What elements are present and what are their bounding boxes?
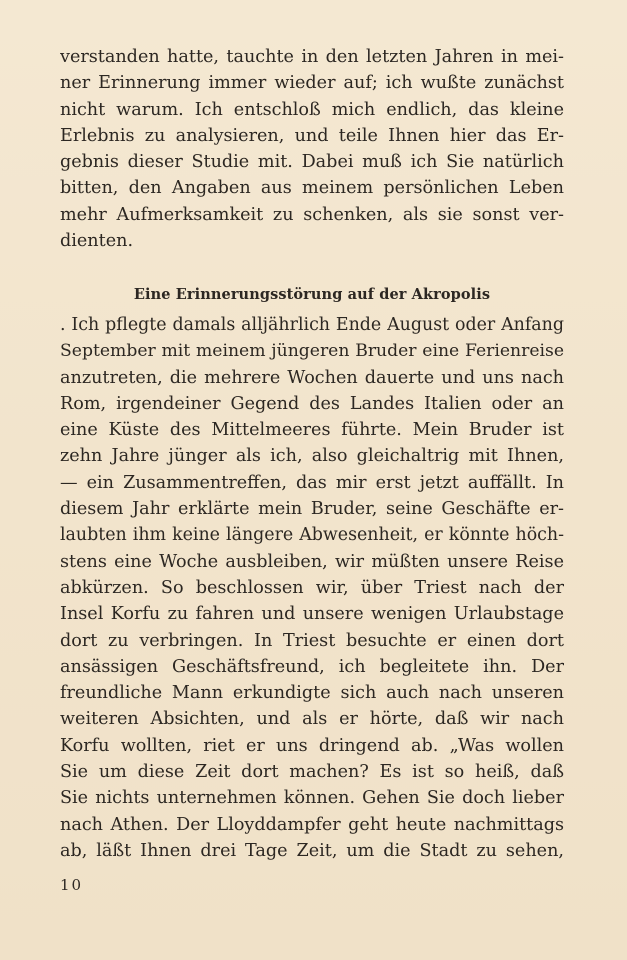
text-line: laubten ihm keine längere Abwesenheit, er könnte höch- xyxy=(60,525,564,546)
section-heading: Eine Erinnerungsstörung auf der Akropolis xyxy=(133,286,491,303)
text-line: Rom, irgendeiner Gegend des Landes Italien oder an xyxy=(60,393,564,414)
paragraph-continued xyxy=(60,44,564,254)
page-number: 10 xyxy=(60,876,84,894)
text-line: anzutreten, die mehrere Wochen dauerte und uns nach xyxy=(60,367,564,388)
text-line: Erlebnis zu analysieren, und teile Ihnen hier das Er- xyxy=(60,125,564,146)
text-line: dort zu verbringen. In Triest besuchte er einen dort xyxy=(60,630,564,651)
text-line: freundliche Mann erkundigte sich auch nach unseren xyxy=(60,683,564,704)
text-line: . Ich pflegte damals alljährlich Ende August oder Anfang xyxy=(60,315,564,335)
text-line: abkürzen. So beschlossen wir, über Triest nach der xyxy=(60,577,564,598)
text-line: eine Küste des Mittelmeeres führte. Mein Bruder ist xyxy=(60,420,564,441)
text-line: Insel Korfu zu fahren und unsere wenigen Urlaubstage xyxy=(60,604,564,625)
text-line: Sie um diese Zeit dort machen? Es ist so heiß, daß xyxy=(60,762,564,783)
text-line: mehr Aufmerksamkeit zu schenken, als sie sonst ver- xyxy=(60,204,564,225)
text-line: nach Athen. Der Lloyddampfer geht heute nachmittags xyxy=(60,814,564,835)
text-line: — ein Zusammentreffen, das mir erst jetzt auffällt. In xyxy=(60,472,564,493)
text-line: Korfu wollten, riet er uns dringend ab. „Was wollen xyxy=(60,735,564,756)
text-line: gebnis dieser Studie mit. Dabei muß ich Sie natürlich xyxy=(60,152,564,173)
text-line: bitten, den Angaben aus meinem persönlichen Leben xyxy=(60,178,564,199)
text-line: ner Erinnerung immer wieder auf; ich wußte zunächst xyxy=(60,73,564,94)
text-line: September mit meinem jüngeren Bruder eine Ferienreise xyxy=(60,341,564,362)
paragraph-main xyxy=(60,312,564,864)
text-line: verstanden hatte, tauchte in den letzten Jahren in mei- xyxy=(60,47,564,67)
text-line: zehn Jahre jünger als ich, also gleichaltrig mit Ihnen, xyxy=(60,446,564,467)
text-line: dienten. xyxy=(60,231,134,252)
text-line: Sie nichts unternehmen können. Gehen Sie doch lieber xyxy=(60,788,564,809)
text-line: stens eine Woche ausbleiben, wir müßten unsere Reise xyxy=(60,551,564,572)
text-line: nicht warum. Ich entschloß mich endlich, das kleine xyxy=(60,99,564,120)
text-line: ab, läßt Ihnen drei Tage Zeit, um die Stadt zu sehen, xyxy=(60,840,564,861)
text-line: weiteren Absichten, und als er hörte, daß wir nach xyxy=(60,709,564,730)
text-line: ansässigen Geschäftsfreund, ich begleitete ihn. Der xyxy=(60,656,564,677)
text-line: diesem Jahr erklärte mein Bruder, seine Geschäfte er- xyxy=(60,499,564,520)
